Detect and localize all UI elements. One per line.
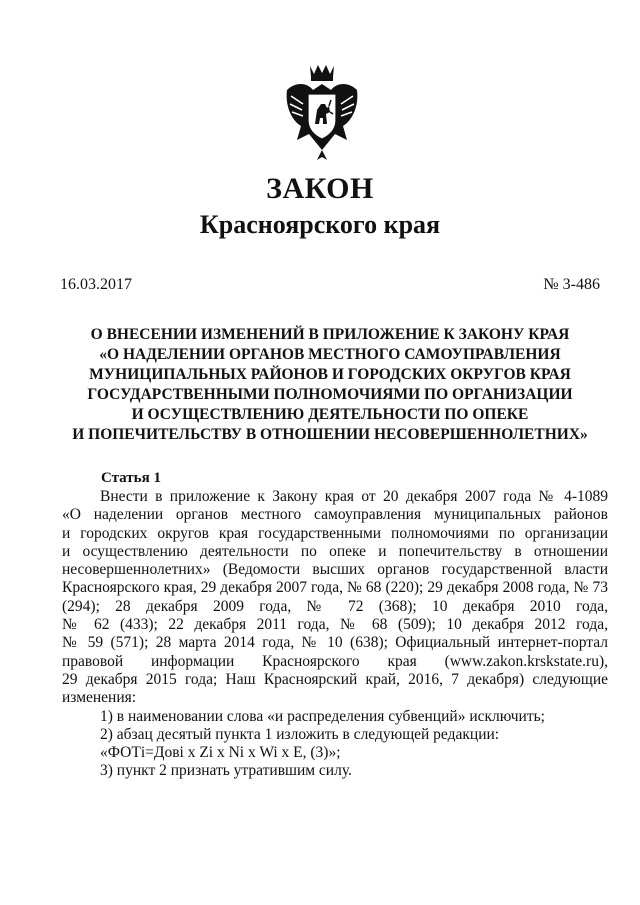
body-line: (294); 28 декабря 2009 года, № 72 (368); 10 декабря 2010 года, (62, 597, 608, 615)
formula-line: «ФОТі=Дові x Zi x Ni x Wi x E, (3)»; (100, 744, 341, 762)
body-line: и осуществлению деятельности по опеке и попечительству в отношении (62, 542, 608, 560)
heading-line: О ВНЕСЕНИИ ИЗМЕНЕНИЙ В ПРИЛОЖЕНИЕ К ЗАКОНУ КРАЯ (90, 326, 570, 343)
heading-line: И ПОПЕЧИТЕЛЬСТВУ В ОТНОШЕНИИ НЕСОВЕРШЕННОЛЕТНИХ» (72, 426, 588, 443)
amendment-item: 2) абзац десятый пункта 1 изложить в следующей редакции: (100, 725, 500, 743)
body-line: правовой информации Красноярского края (www.zakon.krskstate.ru), (62, 652, 608, 670)
law-title: ЗАКОН (266, 172, 374, 205)
body-line: несовершеннолетних» (Ведомости высших органов государственной власти (62, 561, 608, 579)
body-line: № 59 (571); 28 марта 2014 года, № 10 (638); Официальный интернет-портал (62, 634, 608, 652)
heading-line: ГОСУДАРСТВЕННЫМИ ПОЛНОМОЧИЯМИ ПО ОРГАНИЗАЦИИ (87, 386, 573, 403)
body-line: изменения: (62, 689, 137, 707)
heading-line: И ОСУЩЕСТВЛЕНИЮ ДЕЯТЕЛЬНОСТИ ПО ОПЕКЕ (131, 406, 529, 423)
body-line: и городских округов края государственными полномочиями по организации (62, 524, 608, 542)
body-line: Красноярского края, 29 декабря 2007 года, № 68 (220); 29 декабря 2008 года, № 73 (62, 579, 608, 597)
article-title: Статья 1 (101, 470, 161, 486)
body-line: Внести в приложение к Закону края от 20 декабря 2007 года № 4-1089 (100, 488, 608, 505)
region-title: Красноярского края (199, 210, 441, 239)
law-date: 16.03.2017 (60, 276, 132, 293)
body-line: № 62 (433); 22 декабря 2011 года, № 68 (509); 10 декабря 2012 года, (62, 616, 608, 634)
heading-line: «О НАДЕЛЕНИИ ОРГАНОВ МЕСТНОГО САМОУПРАВЛЕНИЯ (99, 346, 561, 363)
law-heading (60, 325, 600, 445)
amendment-item: 1) в наименовании слова «и распределения субвенций» исключить; (100, 707, 545, 725)
article-body (62, 488, 608, 781)
amendment-item: 3) пункт 2 признать утратившим силу. (100, 762, 352, 780)
body-line: 29 декабря 2015 года; Наш Красноярский край, 2016, 7 декабря) следующие (62, 670, 608, 688)
coat-of-arms-icon (277, 60, 367, 165)
heading-line: МУНИЦИПАЛЬНЫХ РАЙОНОВ И ГОРОДСКИХ ОКРУГОВ КРАЯ (89, 366, 571, 383)
law-number: № 3-486 (543, 276, 600, 293)
body-line: «О наделении органов местного самоуправления муниципальных районов (62, 506, 608, 524)
